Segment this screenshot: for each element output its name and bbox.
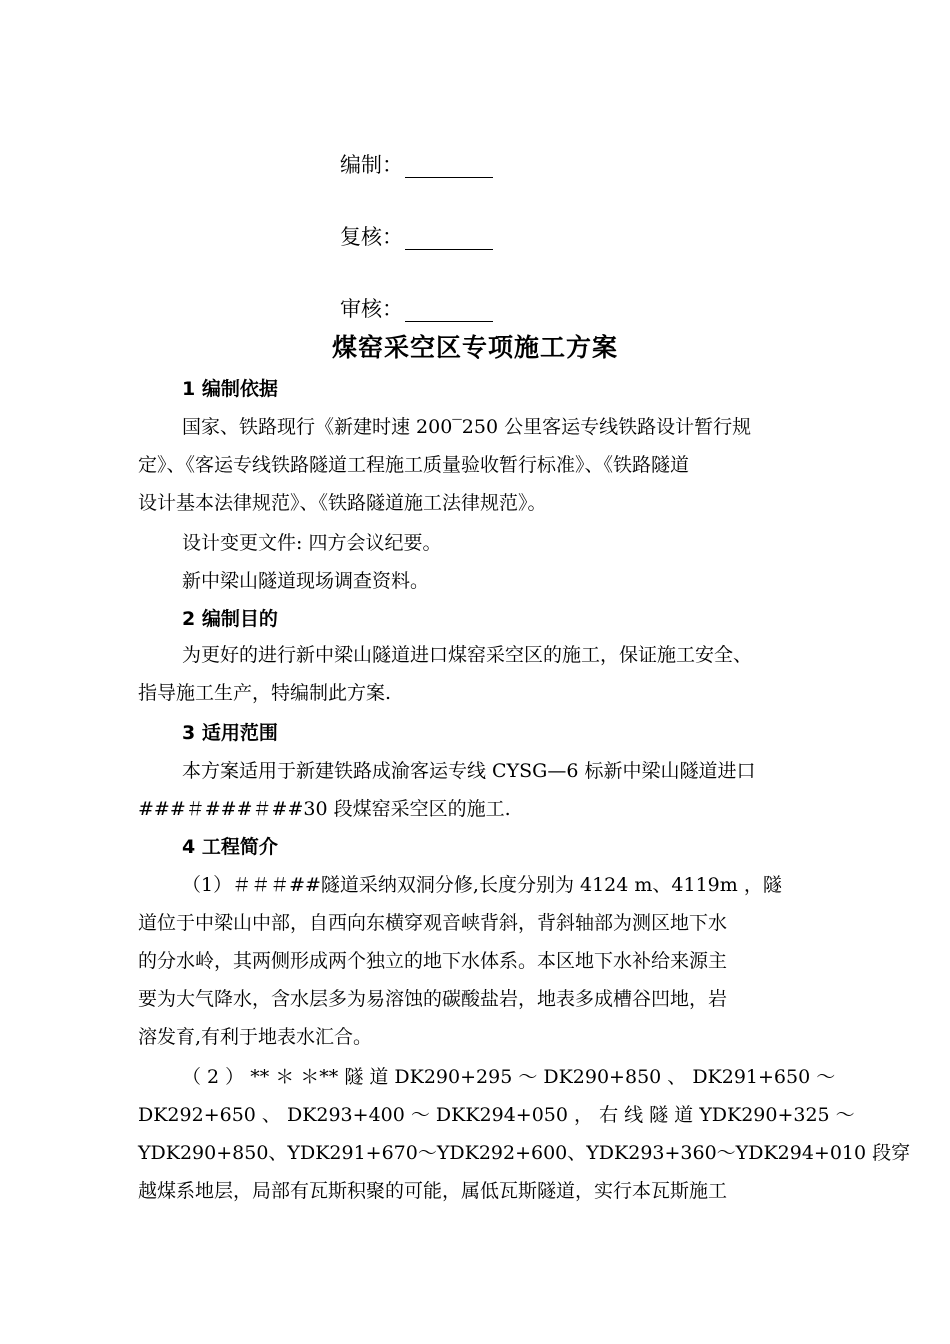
signature-compiler-label: 编制： [340,153,403,177]
section-3-heading: 3 适用范围 [182,722,278,744]
section-1-paragraph-1 [138,408,838,522]
text-line: 的分水岭，其两侧形成两个独立的地下水体系。本区地下水补给来源主 [138,950,728,972]
section-3-paragraph-1 [138,752,838,828]
text-line: （1）＃＃＃##隧道采纳双洞分修,长度分别为 4124 m、4119m ，隧 [182,874,782,896]
text-line: DK292+650 、 DK293+400 ～ DKK294+050 ， 右 线 隧 道 YDK290+325 ～ [138,1104,855,1126]
section-1-paragraph-3: 新中梁山隧道现场调查资料。 [182,570,430,592]
document-title: 煤窑采空区专项施工方案 [331,333,618,362]
text-line: 为更好的进行新中梁山隧道进口煤窑采空区的施工，保证施工安全、 [182,644,753,666]
signature-reviewer-label: 复核： [340,225,403,249]
section-4-paragraph-2 [138,1058,911,1210]
section-2-heading: 2 编制目的 [182,608,278,630]
text-line: YDK290+850、YDK291+670～YDK292+600、YDK293+360～YDK294+010 段穿 [138,1142,911,1164]
text-line: 要为大气降水，含水层多为易溶蚀的碳酸盐岩，地表多成槽谷凹地，岩 [138,988,728,1010]
section-4-paragraph-1 [138,866,838,1056]
text-line: 设计基本法律规范》、《铁路隧道施工法律规范》。 [138,492,547,514]
text-line: 道位于中梁山中部，自西向东横穿观音峡背斜，背斜轴部为测区地下水 [138,912,728,934]
text-line: 国家、铁路现行《新建时速 200‾250 公里客运专线铁路设计暂行规 [182,416,752,438]
text-line: 指导施工生产，特编制此方案. [138,682,392,704]
signature-approver [340,296,493,322]
section-1-heading: 1 编制依据 [182,378,278,400]
signature-compiler-blank [405,157,493,178]
text-line: 越煤系地层，局部有瓦斯积聚的可能，属低瓦斯隧道，实行本瓦斯施工 [138,1180,728,1202]
section-4-heading: 4 工程简介 [182,836,278,858]
signature-reviewer [340,224,493,250]
text-line: ###＃###＃##30 段煤窑采空区的施工. [138,798,511,820]
signature-compiler [340,152,493,178]
section-2-paragraph-1 [138,636,838,712]
text-line: 溶发育,有利于地表水汇合。 [138,1026,373,1048]
signature-approver-blank [405,301,493,322]
text-line: （ 2 ） ** ＊ ＊** 隧 道 DK290+295 ～ DK290+850 、 DK291+650 ～ [182,1066,836,1088]
signature-reviewer-blank [405,229,493,250]
text-line: 本方案适用于新建铁路成渝客运专线 CYSG—6 标新中梁山隧道进口 [182,760,756,782]
section-1-paragraph-2: 设计变更文件: 四方会议纪要。 [182,532,442,554]
signature-approver-label: 审核： [340,297,403,321]
text-line: 定》、《客运专线铁路隧道工程施工质量验收暂行标准》、《铁路隧道 [138,454,690,476]
